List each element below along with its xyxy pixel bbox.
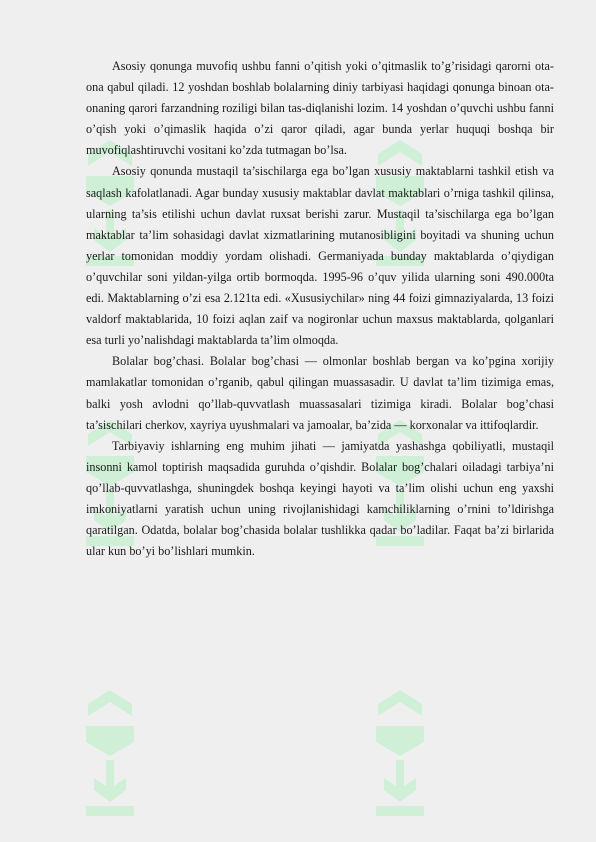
watermark-logo-icon xyxy=(80,690,140,820)
paragraph: Tarbiyaviy ishlarning eng muhim jihati — jamiyatda yashashga qobiliyatli, mustaqil insonni kamol toptirish maqsadida guruhda o’qishdir. Bolalar bog’chalari oiladagi tarbiya’ni qo’llab-quvvatlashga, shuningdek boshqa keyingi hayoti va ta’lim olishi uchun eng yaxshi imkoniyatlarni yaratish uchun uning rivojlanishidagi kamchiliklarning o’rnini to’ldirishga qaratilgan. Odatda, bolalar bog’chasida bolalar tushlikka qadar bo’ladilar. Faqat ba’zi birlarida ular kun bo’yi bo’lishlari mumkin. xyxy=(86,438,554,559)
document-body xyxy=(86,56,554,562)
paragraph: Asosiy qonunda mustaqil ta’sischilarga ega bo’lgan xususiy maktablarni tashkil etish va saqlash kafolatlanadi. Agar bunday xususiy maktablar davlat maktablari o’rniga tashkil qilinsa, ularning ta’sis etilishi uchun davlat ruxsat berishi zarur. Mustaqil ta’sischilarga ega bo’lgan maktablar ta’lim sohasidagi davlat xizmatlarining mutanosibligini boyitadi va shuning uchun yerlar tomonidan moddiy yordam olishadi. Germaniyada bunday maktablarda o’qiydigan o’quvchilar soni yildan-yilga ortib bormoqda. 1995-96 o’quv yilida ularning soni 490.000ta edi. Maktablarning o’zi esa 2.121ta edi. «Xususiychilar» ning 44 foizi gimnaziyalarda, 13 foizi valdorf maktablarida, 10 foizi aqlan zaif va nogironlar uchun maxsus maktablarda, qolganlari esa turli yo’nalishdagi maktablarda ta’lim olmoqda. xyxy=(86,164,554,348)
paragraph: Bolalar bog’chasi. Bolalar bog’chasi — olmonlar boshlab bergan va ko’pgina xorijiy mamlakatlar tomonidan o’rganib, qabul qilingan muassasadir. U davlat ta’lim tizimiga emas, balki yosh avlodni qo’llab-quvvatlash muassasalari tizimiga kiradi. Bolalar bog’chasi ta’sischilari cherkov, xayriya uyushmalari va jamoalar, ba’zida — korxonalar va ittifoqlardir. xyxy=(86,354,554,432)
watermark-logo-icon xyxy=(370,690,430,820)
paragraph: Asosiy qonunga muvofiq ushbu fanni o’qitish yoki o’qitmaslik to’g’risidagi qarorni ota-ona qabul qiladi. 12 yoshdan boshlab bolalarning diniy tarbiyasi haqidagi qonunga binoan ota-onaning qarori farzandning roziligi bilan tas-diqlanishi lozim. 14 yoshdan o’quvchi ushbu fanni o’qish yoki o’qimaslik haqida o’zi qaror qiladi, agar bunda yerlar huquqi boshqa bir muvofiqlashtiruvchi vositani ko’zda tutmagan bo’lsa. xyxy=(86,59,554,158)
